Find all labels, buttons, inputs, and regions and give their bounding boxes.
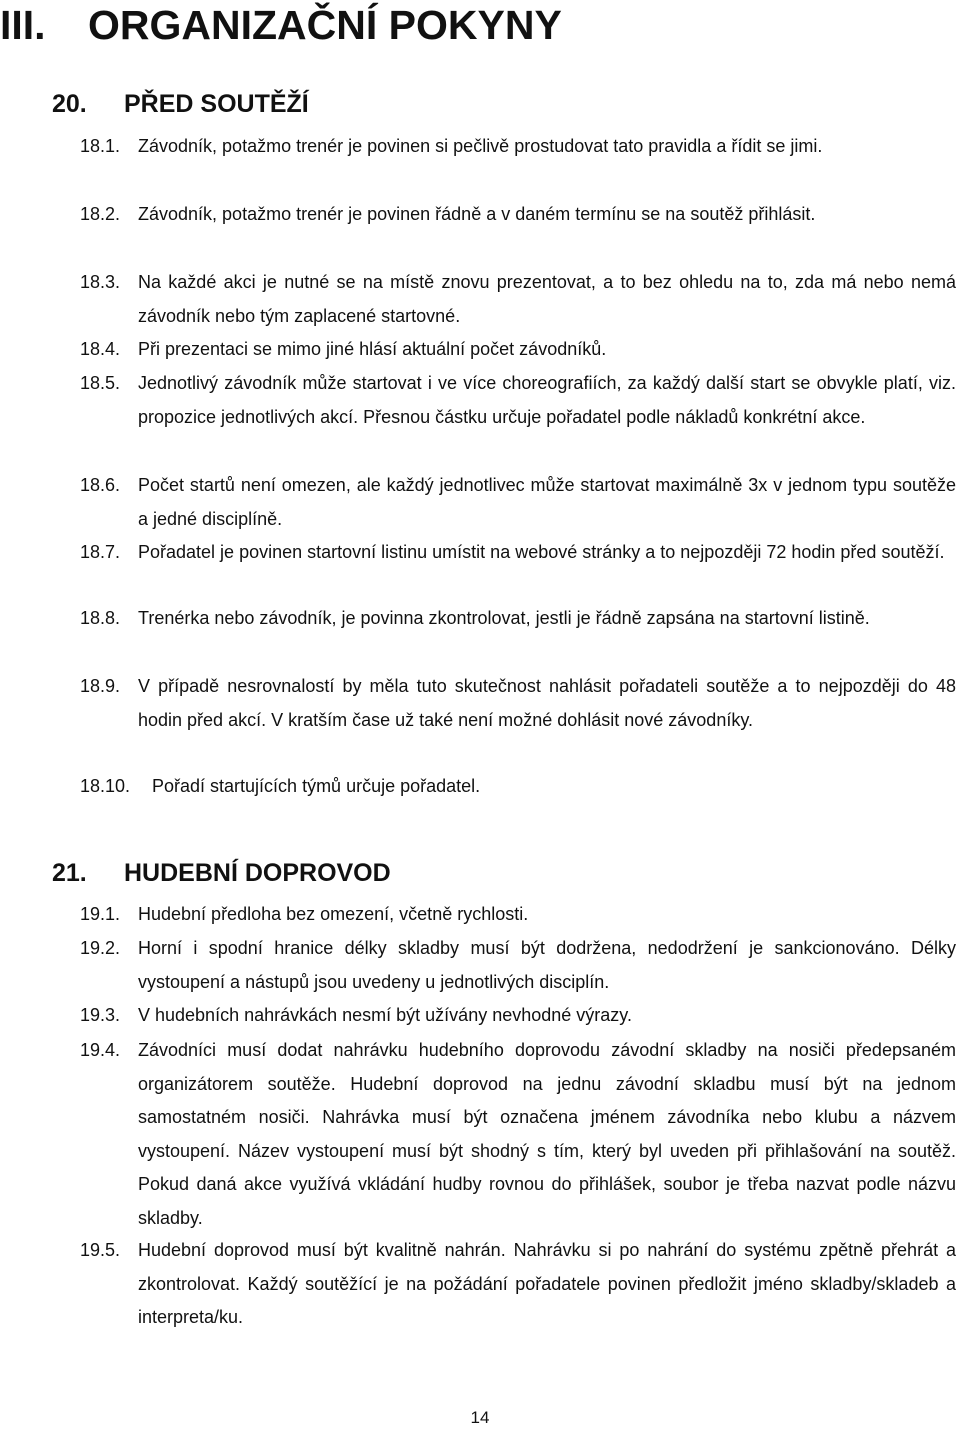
item-text: V případě nesrovnalostí by měla tuto skutečnost nahlásit pořadateli soutěže a to nejpozději do 48 hodin před akcí. V kratším čase už také není možné dohlásit nové závodníky. — [138, 676, 956, 730]
item-number: 19.3. — [80, 1005, 121, 1025]
item-text: Hudební předloha bez omezení, včetně rychlosti. — [138, 904, 529, 924]
item-number: 18.3. — [80, 272, 121, 292]
list-item — [80, 333, 956, 367]
item-number: 18.7. — [80, 542, 121, 562]
section-heading — [52, 90, 309, 119]
page-number: 14 — [470, 1408, 490, 1427]
list-item — [80, 469, 956, 536]
list-item — [80, 602, 956, 636]
section-number: 21. — [52, 859, 87, 887]
item-text: Závodníci musí dodat nahrávku hudebního doprovodu závodní skladby na nosiči předepsaném organizátorem soutěže. Hudební doprovod na jednu závodní skladbu musí být na jednom samostatném nosiči. Nahrávka musí být označena jménem závodníka nebo klubu a názvem vystoupení. Název vystoupení musí být shodný s tím, který byl uveden při přihlašování na soutěž. Pokud daná akce využívá vkládání hudby rovnou do přihlášek, soubor je třeba nazvat podle názvu skladby. — [138, 1040, 956, 1228]
item-number: 18.9. — [80, 676, 121, 696]
list-item — [80, 770, 956, 804]
item-text: Závodník, potažmo trenér je povinen si pečlivě prostudovat tato pravidla a řídit se jimi. — [138, 136, 823, 156]
item-text: Počet startů není omezen, ale každý jednotlivec může startovat maximálně 3x v jednom typu soutěže a jedné disciplíně. — [138, 475, 956, 529]
list-item — [80, 198, 956, 232]
item-text: Pořadí startujících týmů určuje pořadatel. — [152, 776, 481, 796]
item-text: Hudební doprovod musí být kvalitně nahrán. Nahrávku si po nahrání do systému zpětně přehrát a zkontrolovat. Každý soutěžící je na požádání pořadatele povinen předložit jméno skladby/skladeb a interpreta/ku. — [138, 1240, 956, 1327]
list-item — [80, 898, 956, 932]
item-text: Pořadatel je povinen startovní listinu umístit na webové stránky a to nejpozději 72 hodin před soutěží. — [138, 542, 945, 562]
chapter-heading — [0, 2, 562, 49]
list-item — [80, 670, 956, 737]
item-number: 19.5. — [80, 1240, 121, 1260]
item-text: Horní i spodní hranice délky skladby musí být dodržena, nedodržení je sankcionováno. Délky vystoupení a nástupů jsou uvedeny u jednotlivých disciplín. — [138, 938, 956, 992]
item-number: 19.4. — [80, 1040, 121, 1060]
item-number: 18.8. — [80, 608, 121, 628]
list-item — [80, 932, 956, 999]
item-text: Závodník, potažmo trenér je povinen řádně a v daném termínu se na soutěž přihlásit. — [138, 204, 816, 224]
item-text: Trenérka nebo závodník, je povinna zkontrolovat, jestli je řádně zapsána na startovní listině. — [138, 608, 870, 628]
item-text: V hudebních nahrávkách nesmí být užívány nevhodné výrazy. — [138, 1005, 632, 1025]
section-number: 20. — [52, 90, 87, 118]
item-number: 19.2. — [80, 938, 121, 958]
item-text: Jednotlivý závodník může startovat i ve více choreografiích, za každý další start se obvykle platí, viz. propozice jednotlivých akcí. Přesnou částku určuje pořadatel podle nákladů konkrétní akce. — [138, 373, 956, 427]
item-number: 18.4. — [80, 339, 121, 359]
chapter-title: ORGANIZAČNÍ POKYNY — [88, 2, 562, 48]
item-number: 18.2. — [80, 204, 121, 224]
item-number: 18.6. — [80, 475, 121, 495]
section-title: HUDEBNÍ DOPROVOD — [124, 859, 391, 887]
item-number: 18.10. — [80, 776, 131, 796]
item-text: Na každé akci je nutné se na místě znovu prezentovat, a to bez ohledu na to, zda má nebo nemá závodník nebo tým zaplacené startovné. — [138, 272, 956, 326]
list-item — [80, 130, 956, 164]
list-item — [80, 367, 956, 434]
section-heading — [52, 859, 391, 888]
chapter-number: III. — [0, 2, 46, 48]
item-number: 18.5. — [80, 373, 121, 393]
item-number: 18.1. — [80, 136, 121, 156]
list-item — [80, 999, 956, 1033]
list-item — [80, 266, 956, 333]
list-item — [80, 1234, 956, 1335]
item-number: 19.1. — [80, 904, 121, 924]
section-title: PŘED SOUTĚŽÍ — [124, 90, 309, 118]
item-text: Při prezentaci se mimo jiné hlásí aktuální počet závodníků. — [138, 339, 607, 359]
list-item — [80, 536, 956, 570]
list-item — [80, 1034, 956, 1235]
